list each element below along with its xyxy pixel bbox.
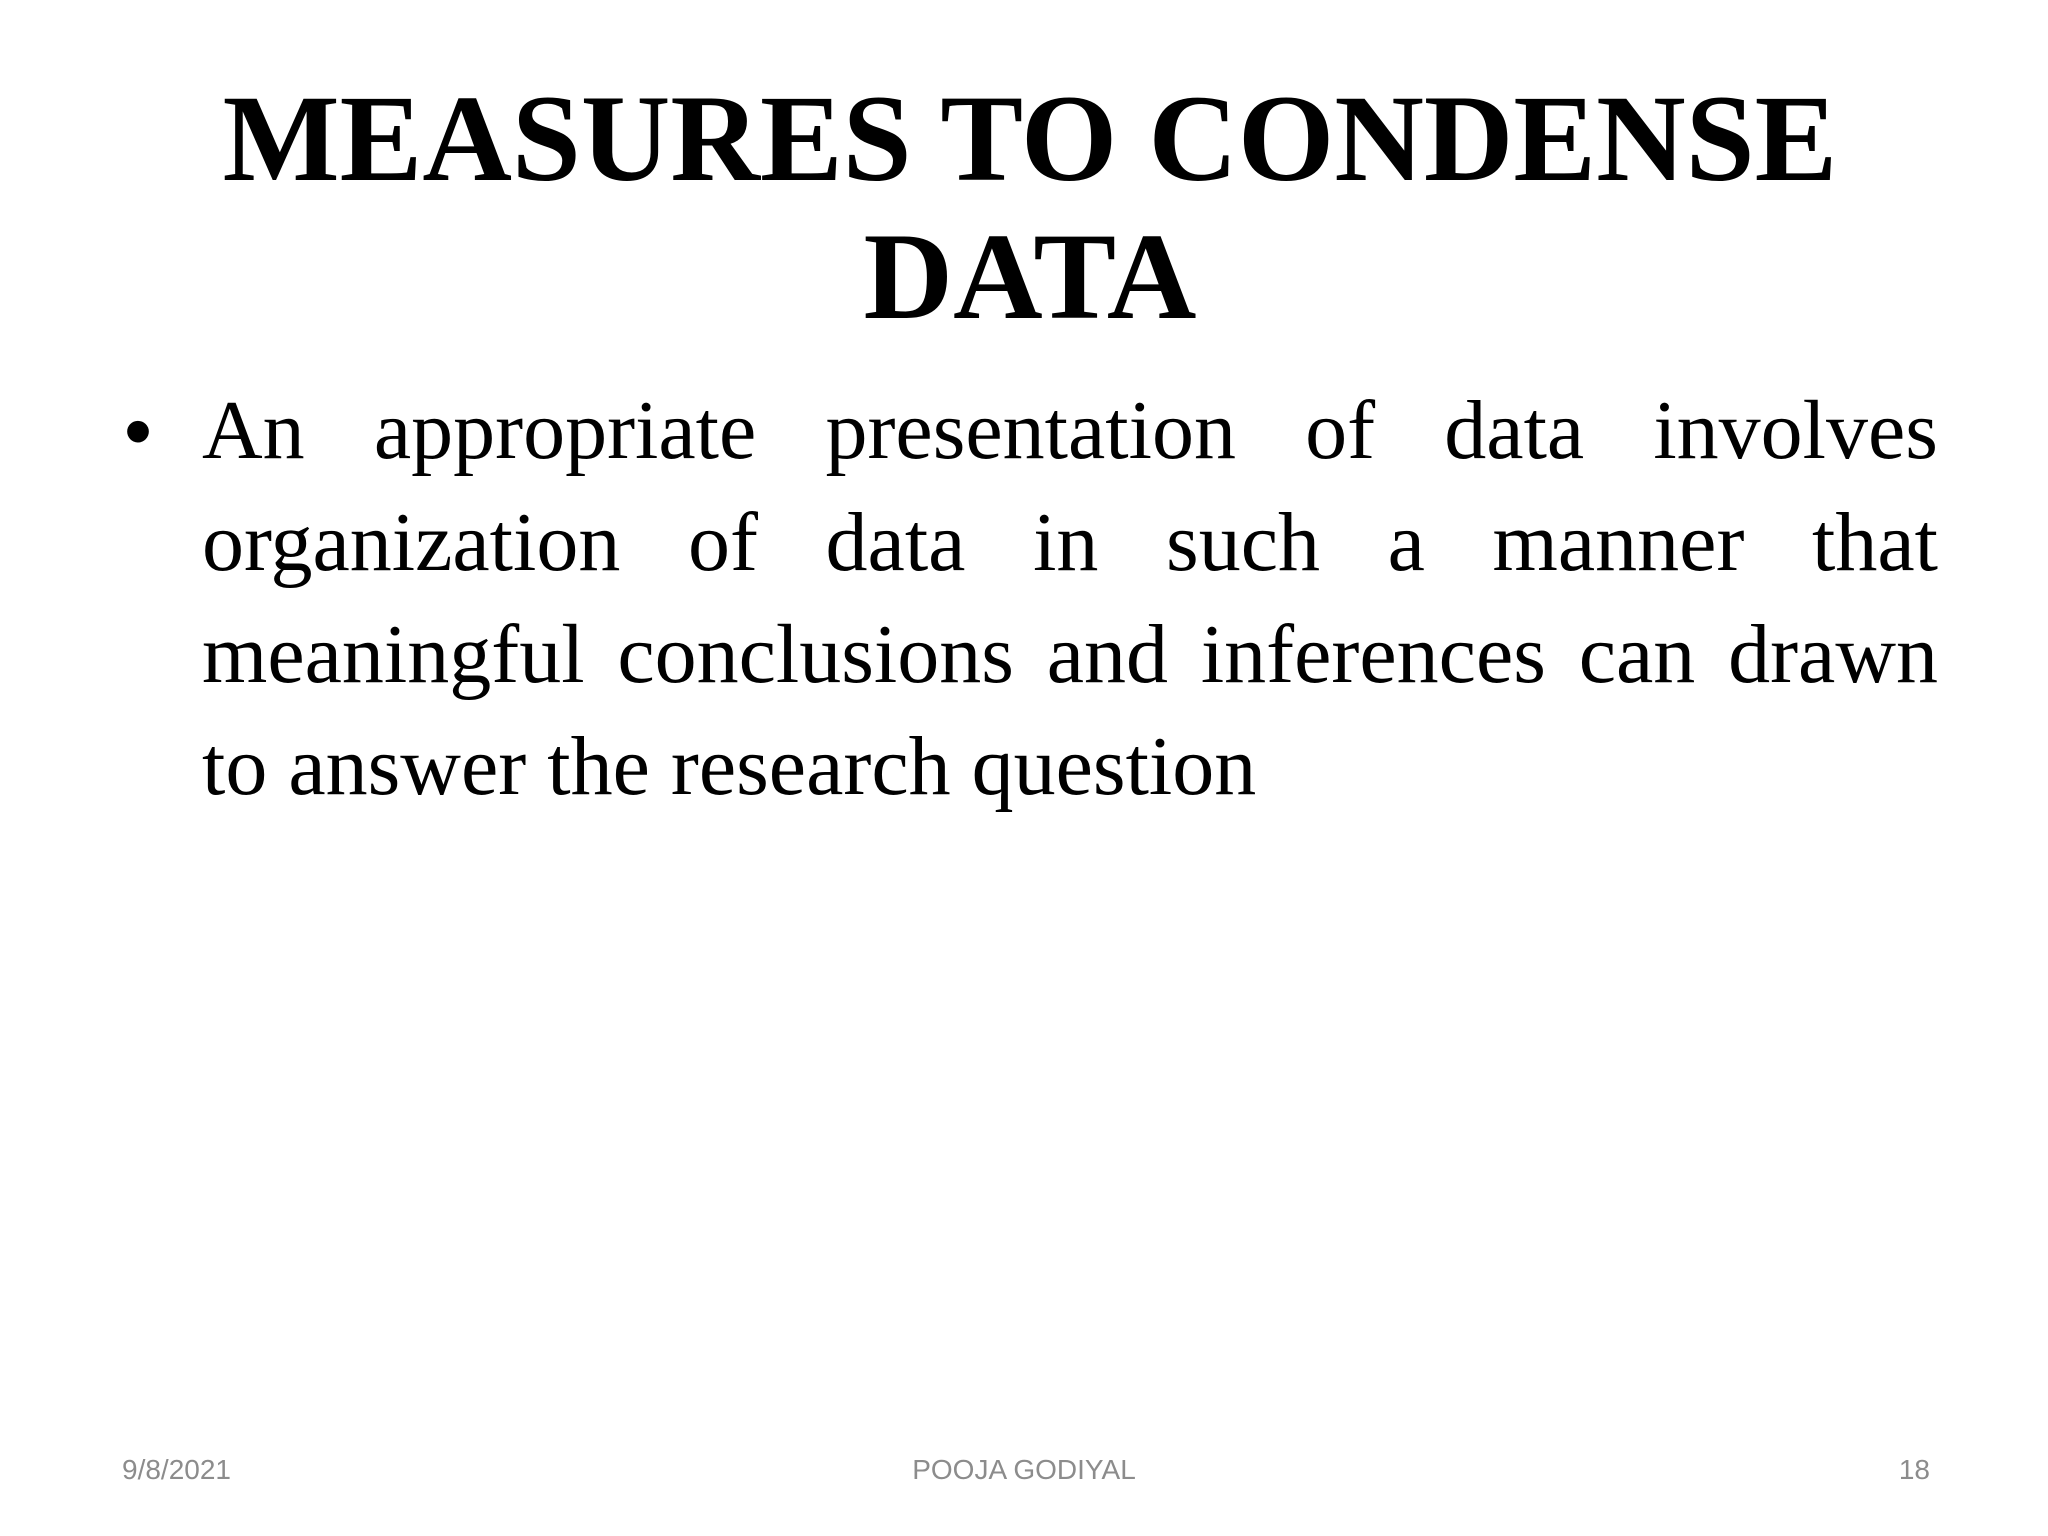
footer-page-number: 18 [1898, 1454, 1930, 1485]
slide-title: MEASURES TO CONDENSE DATA [222, 70, 1838, 345]
bullet-list [112, 375, 1938, 823]
bullet-item [112, 375, 1938, 823]
footer-author: POOJA GODIYAL [912, 1454, 1136, 1485]
bullet-marker: • [124, 386, 153, 475]
footer-date: 9/8/2021 [122, 1454, 231, 1485]
bullet-text: An appropriate presentation of data involves organization of data in such a manner that meaningful conclusions and inferences can drawn to answer the research question [202, 384, 1938, 813]
